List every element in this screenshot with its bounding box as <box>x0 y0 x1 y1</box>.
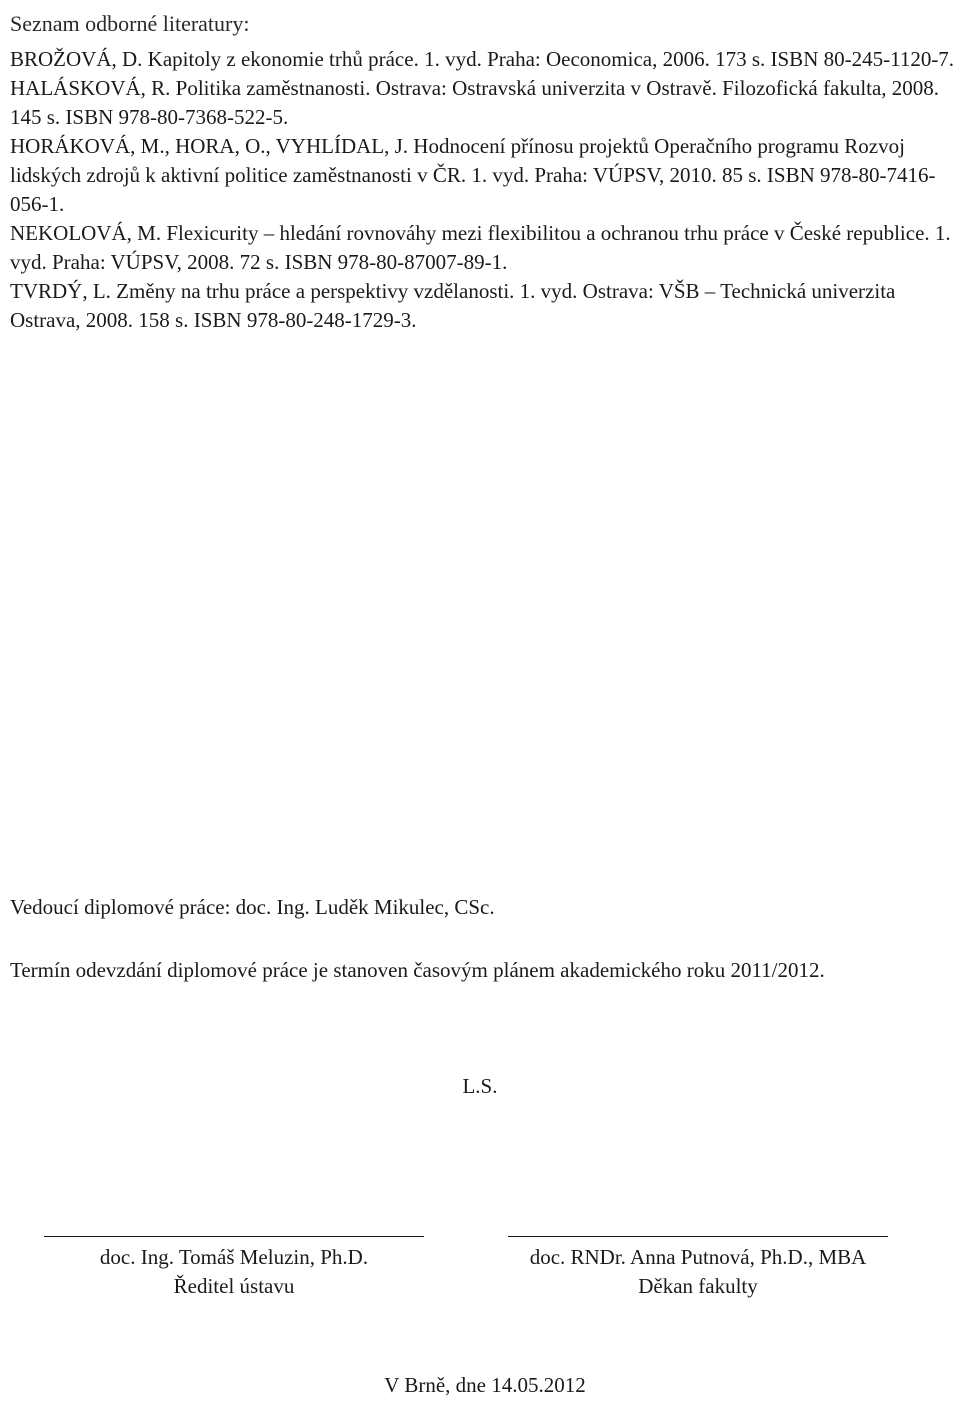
place-and-date: V Brně, dne 14.05.2012 <box>384 1373 586 1397</box>
signature-line <box>44 1236 424 1237</box>
thesis-supervisor: Vedoucí diplomové práce: doc. Ing. Luděk Mikulec, CSc. <box>10 895 495 919</box>
signatory-name: doc. RNDr. Anna Putnová, Ph.D., MBA <box>529 1245 867 1269</box>
seal-mark: L.S. <box>462 1074 498 1098</box>
literature-heading: Seznam odborné literatury: <box>10 11 250 36</box>
signature-block-dean <box>508 1236 888 1301</box>
signature-block-director <box>44 1236 424 1301</box>
signatory-role: Ředitel ústavu <box>173 1274 295 1298</box>
reference-list <box>10 45 955 335</box>
reference-item: NEKOLOVÁ, M. Flexicurity – hledání rovnováhy mezi flexibilitou a ochranou trhu práce v České republice. 1. vyd. Praha: VÚPSV, 2008. 72 s. ISBN 978-80-87007-89-1. <box>10 221 951 274</box>
reference-item: HORÁKOVÁ, M., HORA, O., VYHLÍDAL, J. Hodnocení přínosu projektů Operačního programu Rozvoj lidských zdrojů k aktivní politice zaměstnanosti v ČR. 1. vyd. Praha: VÚPSV, 2010. 85 s. ISBN 978-80-7416-056-1. <box>10 134 936 216</box>
reference-item: TVRDÝ, L. Změny na trhu práce a perspektivy vzdělanosti. 1. vyd. Ostrava: VŠB – Technická univerzita Ostrava, 2008. 158 s. ISBN 978-80-248-1729-3. <box>10 279 896 332</box>
reference-item: BROŽOVÁ, D. Kapitoly z ekonomie trhů práce. 1. vyd. Praha: Oeconomica, 2006. 173 s. ISBN 80-245-1120-7. <box>10 47 955 71</box>
signatory-role: Děkan fakulty <box>638 1274 758 1298</box>
submission-deadline: Termín odevzdání diplomové práce je stanoven časovým plánem akademického roku 2011/2012. <box>10 958 825 982</box>
signatory-name: doc. Ing. Tomáš Meluzin, Ph.D. <box>99 1245 369 1269</box>
signature-line <box>508 1236 888 1237</box>
reference-item: HALÁSKOVÁ, R. Politika zaměstnanosti. Ostrava: Ostravská univerzita v Ostravě. Filozofická fakulta, 2008. 145 s. ISBN 978-80-7368-522-5. <box>10 76 940 129</box>
